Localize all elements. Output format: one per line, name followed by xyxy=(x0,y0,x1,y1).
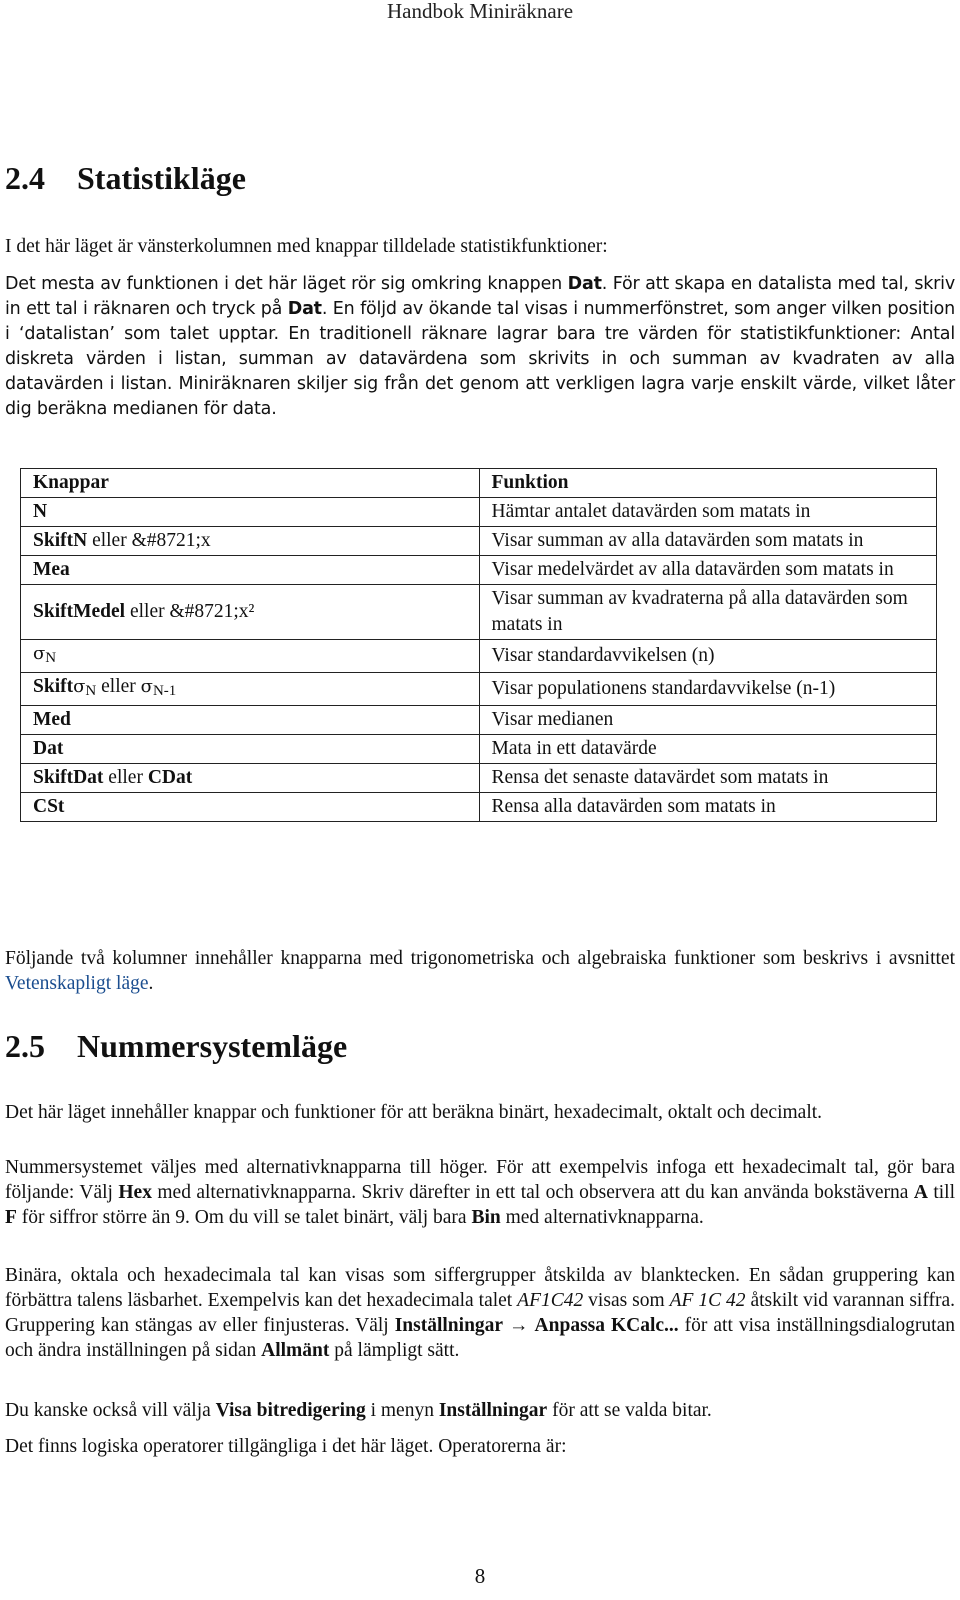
key-name: SkiftN xyxy=(33,530,88,551)
key-name: SkiftMedel xyxy=(33,601,126,622)
function-cell: Hämtar antalet datavärden som matats in xyxy=(479,498,937,527)
dat-paragraph xyxy=(5,272,955,422)
text-span: . xyxy=(148,973,154,994)
page-number: 8 xyxy=(474,1564,486,1588)
sigma-subscript: N xyxy=(85,683,97,699)
key-alt: eller &#8721;x² xyxy=(125,601,255,622)
grouping-paragraph xyxy=(5,1263,955,1363)
text-span: för att visa inställningsdialogrutan och ändra inställningen på sidan xyxy=(5,1315,955,1361)
key-cell xyxy=(21,640,480,673)
menu-show-bitedit: Visa bitredigering xyxy=(215,1400,366,1421)
function-cell: Visar medianen xyxy=(479,706,937,735)
key-name: Med xyxy=(33,709,71,730)
function-cell: Mata in ett datavärde xyxy=(479,735,937,764)
text-span: Det mesta av funktionen i det här läget rör sig omkring knappen xyxy=(5,274,568,294)
text-span: visas som xyxy=(583,1290,670,1311)
section-number: 2.4 xyxy=(5,160,45,196)
text-span: Följande två kolumner innehåller knapparna med trigonometriska och algebraiska funktioner som beskrivs i avsnittet xyxy=(5,948,955,969)
section-title: Nummersystemläge xyxy=(77,1028,348,1064)
arrow-icon: → xyxy=(503,1315,535,1336)
dat-key-label: Dat xyxy=(287,299,322,319)
table-row xyxy=(21,498,937,527)
text-span: till xyxy=(927,1182,956,1203)
menu-configure-kcalc: Anpassa KCalc... xyxy=(534,1315,679,1336)
table-header-keys xyxy=(21,469,480,498)
section-number: 2.5 xyxy=(5,1028,45,1064)
key-cell xyxy=(21,556,480,585)
key-cell xyxy=(21,735,480,764)
function-cell: Visar summan av kvadraterna på alla datavärden som matats in xyxy=(479,585,937,640)
table-row xyxy=(21,706,937,735)
key-cell xyxy=(21,793,480,822)
key-cell xyxy=(21,706,480,735)
text-span: för att se valda bitar. xyxy=(547,1400,712,1421)
sigma-subscript: N xyxy=(45,650,57,666)
dat-key-label: Dat xyxy=(567,274,602,294)
text-span: åtskilt vid varannan siffra. Gruppering kan stängas av eller finjusteras. Välj xyxy=(5,1290,955,1336)
menu-settings: Inställningar xyxy=(394,1315,504,1336)
function-cell: Visar summan av alla datavärden som matats in xyxy=(479,527,937,556)
hex-example-grouped: AF 1C 42 xyxy=(669,1290,746,1311)
key-cell xyxy=(21,498,480,527)
key-name: Skift xyxy=(33,676,74,697)
function-cell: Visar populationens standardavvikelse (n-1) xyxy=(479,673,937,706)
letter-f: F xyxy=(5,1207,17,1228)
function-cell: Visar standardavvikelsen (n) xyxy=(479,640,937,673)
letter-a: A xyxy=(913,1182,928,1203)
hex-option-label: Hex xyxy=(118,1182,152,1203)
numeral-intro-paragraph: Det här läget innehåller knappar och funktioner för att beräkna binärt, hexadecimalt, oktalt och decimalt. xyxy=(5,1102,823,1123)
bin-option-label: Bin xyxy=(471,1207,501,1228)
intro-paragraph: I det här läget är vänsterkolumnen med knappar tilldelade statistikfunktioner: xyxy=(5,236,608,257)
key-name: Mea xyxy=(33,559,70,580)
table-row xyxy=(21,585,937,640)
table-row xyxy=(21,640,937,673)
text-span: på lämpligt sätt. xyxy=(329,1340,460,1361)
header-text: Knappar xyxy=(33,472,109,493)
text-span: Binära, oktala och hexadecimala tal kan visas som siffergrupper åtskilda av blanktecken. En sådan gruppering kan förbättra talens läsbarhet. Exempelvis kan det hexadecimala talet xyxy=(5,1265,955,1311)
table-row xyxy=(21,793,937,822)
scientific-mode-link[interactable]: Vetenskapligt läge xyxy=(5,973,149,994)
key-alt: eller &#8721;x xyxy=(87,530,211,551)
table-row xyxy=(21,527,937,556)
text-span: med alternativknapparna. xyxy=(500,1207,704,1228)
text-span: Nummersystemet väljes med alternativknapparna till höger. För att exempelvis infoga ett hexadecimalt tal, gör bara följande: Välj xyxy=(5,1157,955,1203)
trig-paragraph xyxy=(5,946,955,996)
header-text: Funktion xyxy=(491,472,569,493)
table-row xyxy=(21,735,937,764)
key-name: CSt xyxy=(33,796,65,817)
key-cell xyxy=(21,585,480,640)
menu-settings: Inställningar xyxy=(438,1400,548,1421)
sigma-symbol: σ xyxy=(140,676,153,697)
section-heading-statistics xyxy=(5,160,246,197)
sigma-symbol: σ xyxy=(33,643,46,664)
function-cell: Rensa det senaste datavärdet som matats in xyxy=(479,764,937,793)
key-name: CDat xyxy=(147,767,193,788)
key-alt: eller xyxy=(96,676,141,697)
text-span: Du kanske också vill välja xyxy=(5,1400,216,1421)
key-cell xyxy=(21,673,480,706)
hex-example: AF1C42 xyxy=(517,1290,584,1311)
section-title: Statistikläge xyxy=(77,160,246,196)
statistics-table xyxy=(20,468,937,822)
text-span: med alternativknapparna. Skriv därefter in ett tal och observera att du kan använda bokstäverna xyxy=(151,1182,914,1203)
text-span: för siffror större än 9. Om du vill se talet binärt, välj bara xyxy=(16,1207,472,1228)
tab-general: Allmänt xyxy=(261,1340,330,1361)
text-span: . En följd av ökande tal visas i nummerfönstret, som anger vilken position i ‘datalistan’ som talet upptar. En traditionell räknare lagrar bara tre värden för statistikfunktioner: Antal diskreta värden i listan, summan av datavärdena som skrivits in och summan av kvadraten av alla datavärden i listan. Miniräknaren skiljer sig från det genom att verkligen lagra varje enskilt värde, vilket låter dig beräkna medianen för data. xyxy=(5,299,956,419)
sigma-symbol: σ xyxy=(73,676,86,697)
sigma-subscript: N-1 xyxy=(152,683,177,699)
table-row xyxy=(21,673,937,706)
table-header-row xyxy=(21,469,937,498)
text-span: i menyn xyxy=(365,1400,439,1421)
logic-paragraph: Det finns logiska operatorer tillgängliga i det här läget. Operatorerna är: xyxy=(5,1436,567,1457)
section-heading-numeral-system xyxy=(5,1028,347,1065)
key-name: N xyxy=(33,501,48,522)
key-cell xyxy=(21,527,480,556)
table-header-function xyxy=(479,469,937,498)
table-row xyxy=(21,556,937,585)
bitedit-paragraph xyxy=(5,1398,955,1423)
text-span: . För att skapa en datalista med tal, skriv in ett tal i räknaren och tryck på xyxy=(5,274,955,319)
table-row xyxy=(21,764,937,793)
key-cell xyxy=(21,764,480,793)
key-alt: eller xyxy=(103,767,148,788)
key-name: Dat xyxy=(33,738,64,759)
numeral-select-paragraph xyxy=(5,1155,955,1230)
function-cell: Rensa alla datavärden som matats in xyxy=(479,793,937,822)
function-cell: Visar medelvärdet av alla datavärden som matats in xyxy=(479,556,937,585)
page-header: Handbok Miniräknare xyxy=(386,0,574,23)
key-name: SkiftDat xyxy=(33,767,104,788)
